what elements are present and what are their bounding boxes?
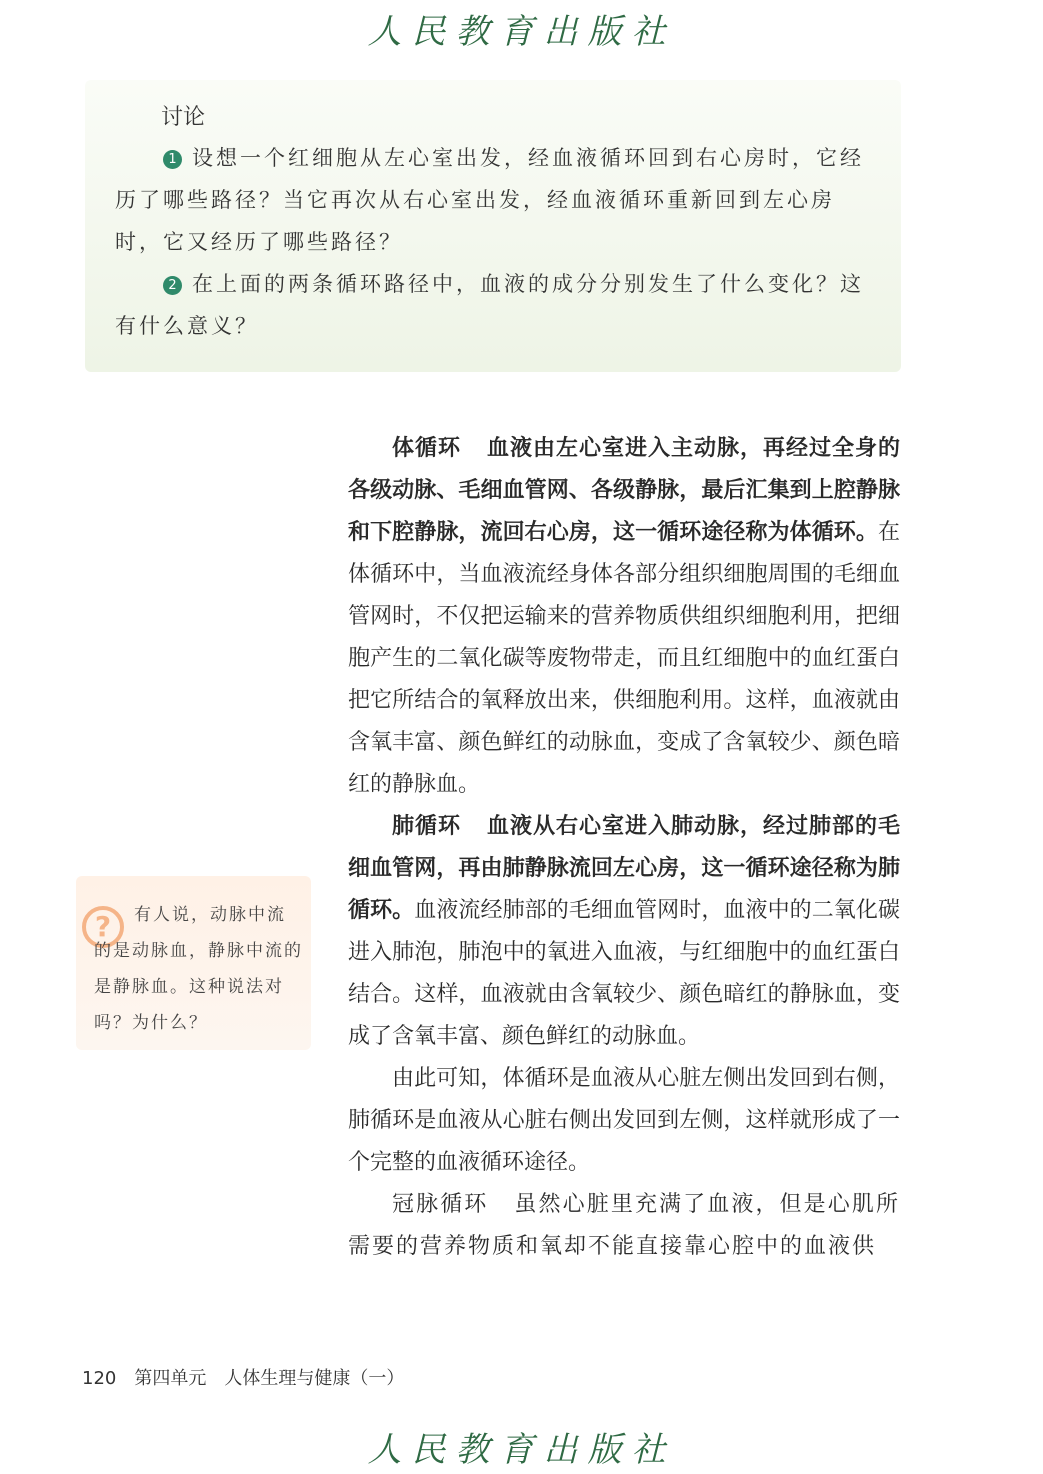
discussion-box xyxy=(85,80,901,372)
definition-bold: 血液由左心室进入主动脉，再经过全身的各级动脉、毛细血管网、各级静脉，最后汇集到上腔静脉和下腔静脉，流回右心房，这一循环途径称为体循环。 xyxy=(348,436,900,545)
sidebar-question-text: 有人说，动脉中流的是动脉血，静脉中流的是静脉血。这种说法对吗？为什么？ xyxy=(94,905,303,1033)
paragraph-coronary-circulation xyxy=(348,1184,900,1268)
page-footer xyxy=(82,1364,404,1390)
term-systemic-circulation: 体循环 xyxy=(392,436,461,461)
discussion-question-text: 设想一个红细胞从左心室出发，经血液循环回到右心房时，它经历了哪些路径？当它再次从右心室出发，经血液循环重新回到左心房时，它又经历了哪些路径？ xyxy=(115,146,864,254)
discussion-question-text: 在上面的两条循环路径中，血液的成分分别发生了什么变化？这有什么意义？ xyxy=(115,272,864,338)
paragraph-text: 血液流经肺部的毛细血管网时，血液中的二氧化碳进入肺泡，肺泡中的氧进入血液，与红细胞中的血红蛋白结合。这样，血液就由含氧较少、颜色暗红的静脉血，变成了含氧丰富、颜色鲜红的动脉血。 xyxy=(348,898,900,1049)
publisher-logo-top: 人民教育出版社 xyxy=(367,12,676,52)
definition-bold: 血液从右心室进入肺动脉，经过肺部的毛细血管网，再由肺静脉流回左心房，这一循环途径称为肺循环。 xyxy=(348,814,900,923)
discussion-question-2 xyxy=(115,263,875,347)
unit-title: 第四单元 人体生理与健康（一） xyxy=(134,1368,405,1389)
paragraph-pulmonary-circulation xyxy=(348,806,900,1058)
question-mark-icon: ? xyxy=(82,906,124,948)
paragraph-systemic-circulation xyxy=(348,428,900,806)
number-1-icon: 1 xyxy=(163,150,182,169)
paragraph-text: 在体循环中，当血液流经身体各部分组织细胞周围的毛细血管网时，不仅把运输来的营养物质供组织细胞利用，把细胞产生的二氧化碳等废物带走，而且红细胞中的血红蛋白把它所结合的氧释放出来，供细胞利用。这样，血液就由含氧丰富、颜色鲜红的动脉血，变成了含氧较少、颜色暗红的静脉血。 xyxy=(348,520,900,797)
paragraph-summary: 由此可知，体循环是血液从心脏左侧出发回到右侧，肺循环是血液从心脏右侧出发回到左侧，这样就形成了一个完整的血液循环途径。 xyxy=(348,1066,900,1175)
page-number: 120 xyxy=(82,1368,117,1389)
paragraph-text: 虽然心脏里充满了血液，但是心肌所需要的营养物质和氧却不能直接靠心腔中的血液供 xyxy=(348,1192,900,1259)
main-text xyxy=(348,428,900,1268)
publisher-logo-bottom: 人民教育出版社 xyxy=(367,1430,676,1470)
discussion-question-1 xyxy=(115,137,875,263)
discussion-title: 讨论 xyxy=(161,105,206,130)
number-2-icon: 2 xyxy=(163,276,182,295)
term-pulmonary-circulation: 肺循环 xyxy=(392,814,461,839)
sidebar-question-box xyxy=(76,876,311,1050)
term-coronary-circulation: 冠脉循环 xyxy=(392,1192,489,1217)
